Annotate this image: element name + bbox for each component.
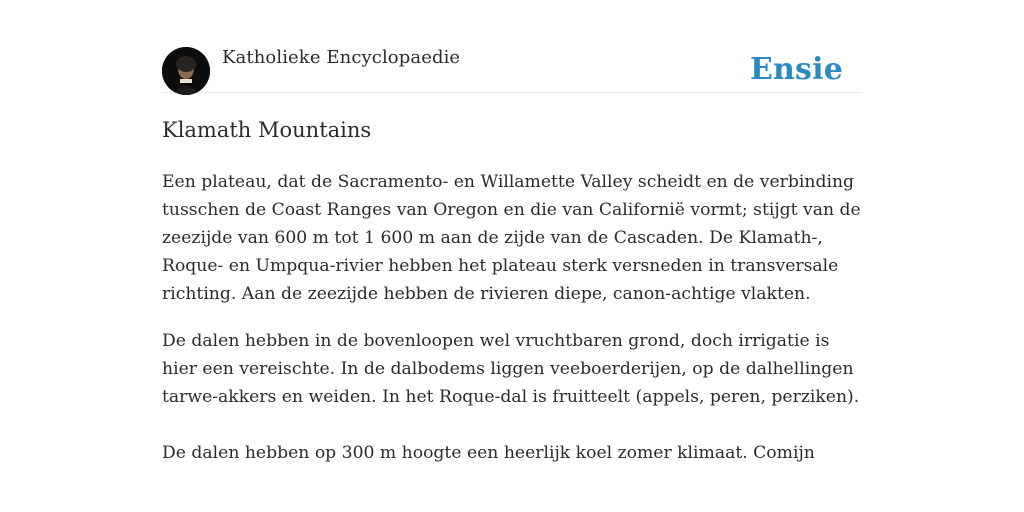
- article-header: [162, 44, 862, 93]
- source-name[interactable]: Katholieke Encyclopaedie: [222, 47, 461, 68]
- portrait-avatar-icon[interactable]: [162, 47, 210, 95]
- page-title: Klamath Mountains: [162, 118, 372, 142]
- paragraph: De dalen hebben op 300 m hoogte een heerlijk koel zomer klimaat. Comijn: [162, 443, 815, 463]
- article-card: [162, 44, 862, 463]
- paragraph: Een plateau, dat de Sacramento- en Willamette Valley scheidt en de verbinding tusschen de Coast Ranges van Oregon en die van Californië vormt; stijgt van de zeezijde van 600 m tot 1 600 m aan de zijde van de Cascaden. De Klamath-, Roque- en Umpqua-rivier hebben het plateau sterk versneden in transversale richting. Aan de zeezijde hebben de rivieren diepe, canon-achtige vlakten.: [162, 172, 861, 304]
- paragraph: De dalen hebben in de bovenloopen wel vruchtbaren grond, doch irrigatie is hier een vereischte. In de dalbodems liggen veeboerderijen, op de dalhellingen tarwe-akkers en weiden. In het Roque-dal is fruitteelt (appels, peren, perziken).: [162, 331, 860, 407]
- article-body: [162, 168, 864, 467]
- brand-logo[interactable]: Ensie: [749, 52, 843, 87]
